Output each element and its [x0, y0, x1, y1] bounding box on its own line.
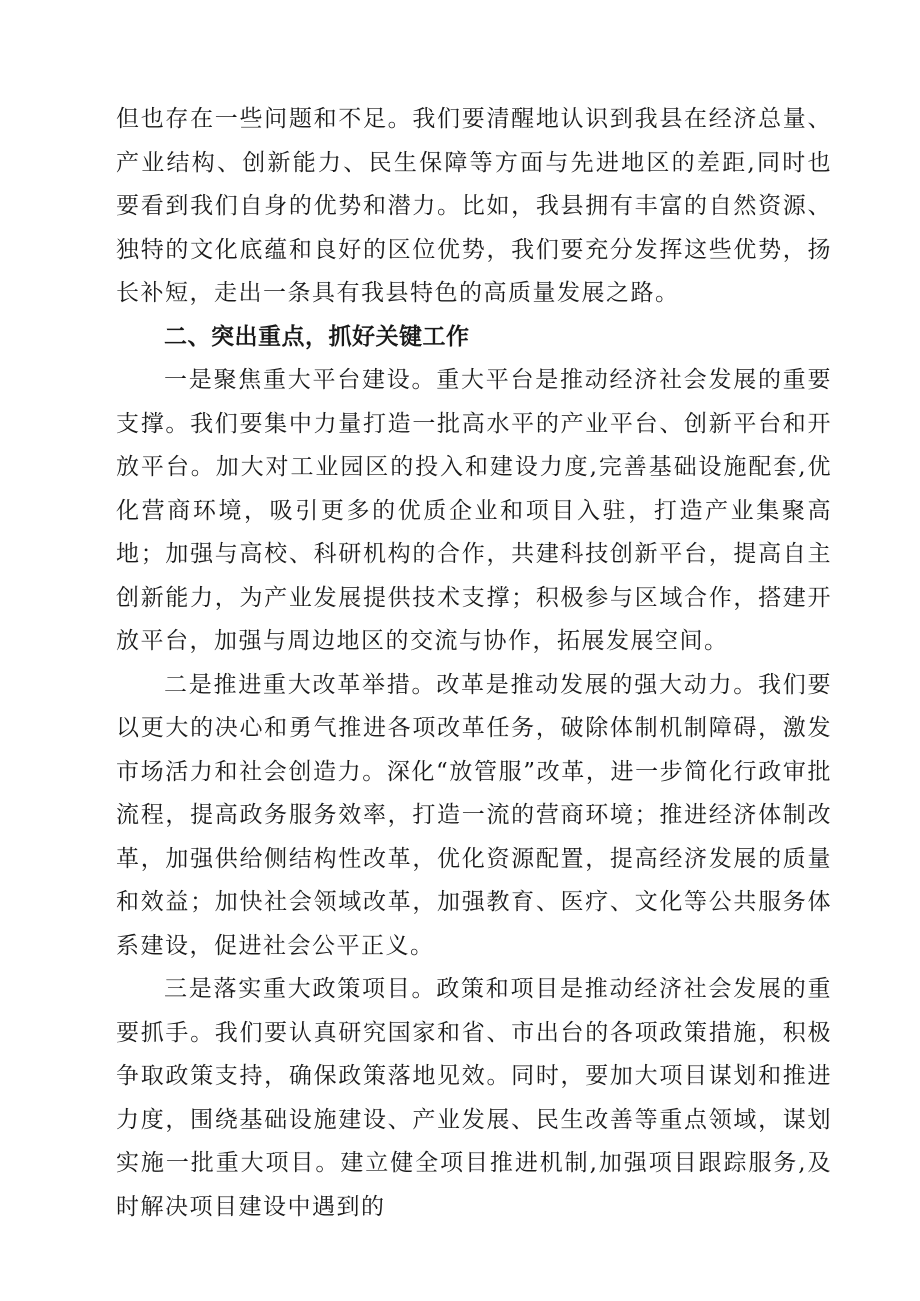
paragraph-platform-building: 一是聚焦重大平台建设。重大平台是推动经济社会发展的重要支撑。我们要集中力量打造一批高水平的产业平台、创新平台和开放平台。加大对工业园区的投入和建设力度,完善基础设施配套,优化营商环境，吸引更多的优质企业和项目入驻，打造产业集聚高地；加强与高校、科研机构的合作，共建科技创新平台，提高自主创新能力，为产业发展提供技术支撑；积极参与区域合作，搭建开放平台，加强与周边地区的交流与协作，拓展发展空间。	[116, 367, 832, 654]
paragraph-reform-measures: 二是推进重大改革举措。改革是推动发展的强大动力。我们要以更大的决心和勇气推进各项改革任务，破除体制机制障碍，激发市场活力和社会创造力。深化“放管服”改革，进一步简化行政审批流程，提高政务服务效率，打造一流的营商环境；推进经济体制改革，加强供给侧结构性改革，优化资源配置，提高经济发展的质量和效益；加快社会领域改革，加强教育、医疗、文化等公共服务体系建设，促进社会公平正义。	[116, 671, 832, 959]
document-body	[116, 98, 832, 1229]
section-heading: 二、突出重点，抓好关键工作	[164, 323, 470, 350]
paragraph-policy-projects: 三是落实重大政策项目。政策和项目是推动经济社会发展的重要抓手。我们要认真研究国家和省、市出台的各项政策措施，积极争取政策支持，确保政策落地见效。同时，要加大项目谋划和推进力度，围绕基础设施建设、产业发展、民生改善等重点领域，谋划实施一批重大项目。建立健全项目推进机制,加强项目跟踪服务,及时解决项目建设中遇到的	[116, 976, 832, 1220]
paragraph-continuation: 但也存在一些问题和不足。我们要清醒地认识到我县在经济总量、产业结构、创新能力、民生保障等方面与先进地区的差距,同时也要看到我们自身的优势和潜力。比如，我县拥有丰富的自然资源、独特的文化底蕴和良好的区位优势，我们要充分发挥这些优势，扬长补短，走出一条具有我县特色的高质量发展之路。	[116, 106, 832, 306]
